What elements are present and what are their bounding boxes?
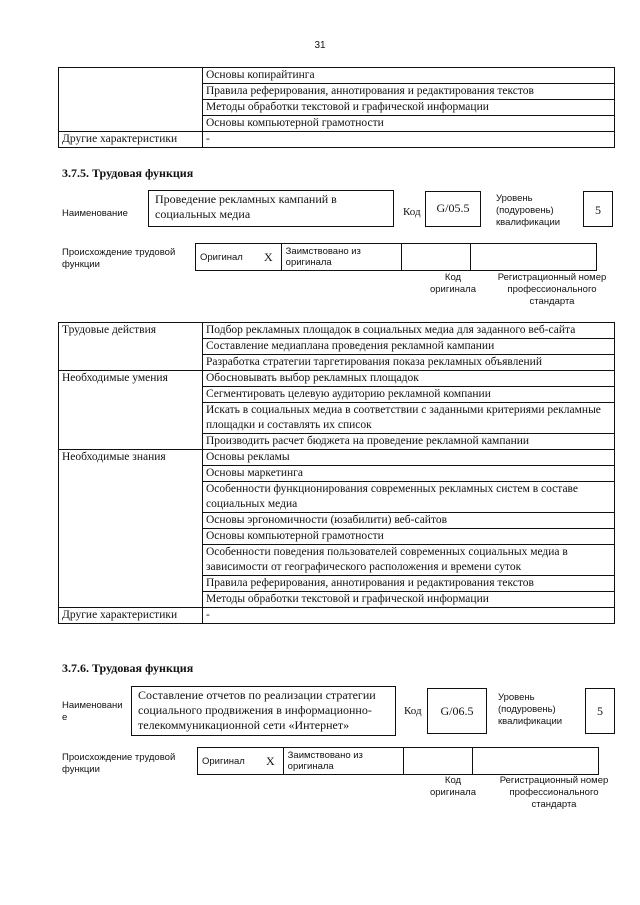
function-code: G/06.5 (427, 688, 487, 734)
other-characteristics-label: Другие характеристики (59, 608, 203, 624)
list-item: Методы обработки текстовой и графической информации (203, 592, 615, 608)
reg-number-caption: Регистрационный номер профессионального стандарта (499, 775, 609, 810)
level-value: 5 (583, 191, 613, 227)
borrowed-label: Заимствовано из оригинала (283, 748, 403, 775)
borrowed-label: Заимствовано из оригинала (281, 244, 401, 271)
list-item: Основы маркетинга (203, 466, 615, 482)
list-item: Основы компьютерной грамотности (203, 529, 615, 545)
level-label: Уровень (подуровень) квалификации (496, 193, 561, 228)
original-mark: X (258, 748, 283, 775)
list-item: Особенности функционирования современных рекламных систем в составе социальных медиа (203, 482, 615, 513)
list-item: Методы обработки текстовой и графической информации (203, 100, 615, 116)
function-table (58, 322, 615, 624)
origin-label: Происхождение трудовой функции (62, 752, 176, 775)
list-item: Подбор рекламных площадок в социальных медиа для заданного веб-сайта (203, 323, 615, 339)
list-item: Правила реферирования, аннотирования и редактирования текстов (203, 576, 615, 592)
code-original-cell (403, 748, 472, 775)
original-label: Оригинал (198, 748, 259, 775)
origin-table (197, 747, 599, 775)
name-label: Наименовани е (62, 700, 123, 723)
list-item: Составление медиаплана проведения рекламной кампании (203, 339, 615, 355)
section-title: 3.7.6. Трудовая функция (62, 661, 194, 675)
list-item: Правила реферирования, аннотирования и редактирования текстов (203, 84, 615, 100)
original-label: Оригинал (196, 244, 257, 271)
page-number: 31 (314, 40, 326, 51)
reg-number-caption: Регистрационный номер профессионального стандарта (497, 272, 607, 307)
code-original-caption: Код оригинала (429, 272, 476, 295)
origin-table (195, 243, 597, 271)
name-label: Наименование (62, 208, 128, 219)
row-label: Трудовые действия (59, 323, 203, 371)
list-item: Особенности поведения пользователей современных социальных медиа в зависимости от географического расположения и времени суток (203, 545, 615, 576)
list-item: Искать в социальных медиа в соответствии с заданными критериями рекламные площадки и составлять их список (203, 403, 615, 434)
function-name: Составление отчетов по реализации стратегии социального продвижения в информационно-телекоммуникационной сети «Интернет» (131, 686, 396, 736)
table-cell-empty (59, 68, 203, 132)
list-item: Основы компьютерной грамотности (203, 116, 615, 132)
list-item: Основы рекламы (203, 450, 615, 466)
row-label: Необходимые знания (59, 450, 203, 608)
level-label: Уровень (подуровень) квалификации (498, 692, 563, 727)
function-code: G/05.5 (425, 191, 481, 227)
code-original-cell (401, 244, 470, 271)
section-title: 3.7.5. Трудовая функция (62, 166, 194, 180)
code-label: Код (404, 705, 422, 717)
code-original-caption: Код оригинала (429, 775, 476, 798)
other-characteristics-label: Другие характеристики (59, 132, 203, 148)
function-name: Проведение рекламных кампаний в социальных медиа (148, 190, 394, 227)
list-item: Основы эргономичности (юзабилити) веб-сайтов (203, 513, 615, 529)
list-item: Основы копирайтинга (203, 68, 615, 84)
level-value: 5 (585, 688, 615, 734)
other-characteristics-value: - (203, 132, 615, 148)
original-mark: X (256, 244, 281, 271)
list-item: Разработка стратегии таргетирования показа рекламных объявлений (203, 355, 615, 371)
list-item: Сегментировать целевую аудиторию рекламной компании (203, 387, 615, 403)
list-item: Производить расчет бюджета на проведение рекламной кампании (203, 434, 615, 450)
reg-number-cell (472, 748, 598, 775)
reg-number-cell (470, 244, 596, 271)
other-characteristics-value: - (203, 608, 615, 624)
code-label: Код (403, 206, 421, 218)
row-label: Необходимые умения (59, 371, 203, 450)
top-table (58, 67, 615, 148)
origin-label: Происхождение трудовой функции (62, 247, 176, 270)
list-item: Обосновывать выбор рекламных площадок (203, 371, 615, 387)
